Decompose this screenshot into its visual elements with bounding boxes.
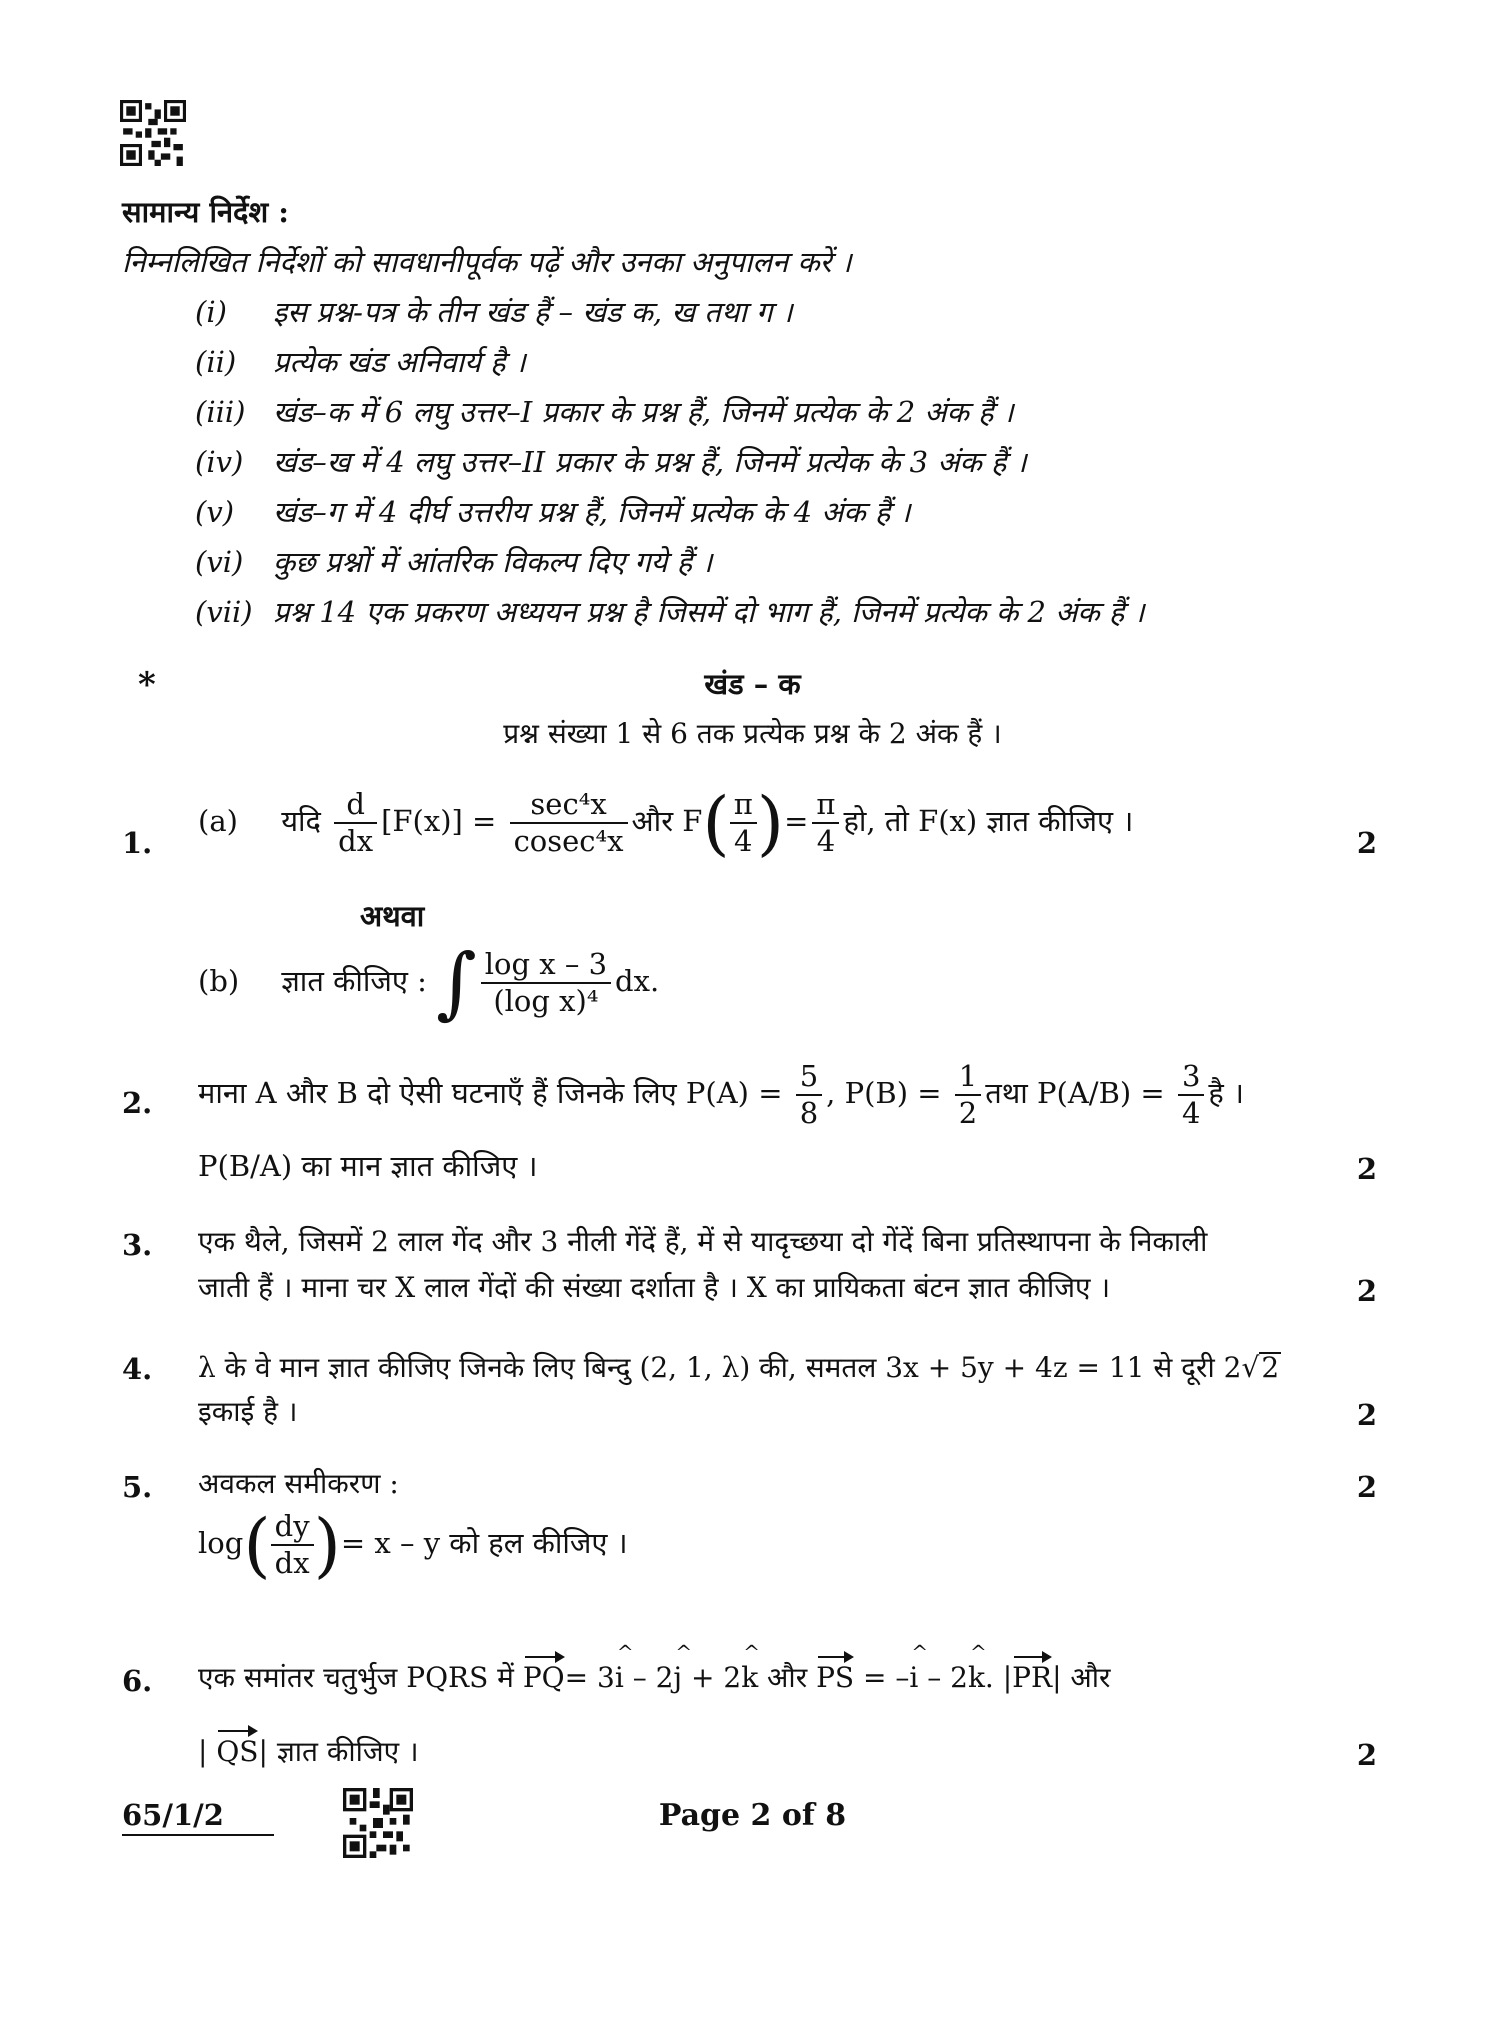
marks: 2	[1356, 826, 1377, 860]
instruction-item: (vii) प्रश्न 14 एक प्रकरण अध्ययन प्रश्न है जिसमें दो भाग हैं, जिनमें प्रत्येक के 2 अंक हैं ।	[195, 595, 1145, 629]
marks: 2	[1356, 1470, 1377, 1504]
general-instructions-title: सामान्य निर्देश :	[122, 195, 289, 229]
paper-code: 65/1/2	[122, 1798, 224, 1832]
question-2-line-1: माना A और B दो ऐसी घटनाएँ हैं जिनके लिए P(A) = $\frac{5}{8}$ , P(B) = $\frac{1}{2}$ तथा P(A/B) = $\frac{3}{4}$ है ।	[198, 1059, 1245, 1130]
marks: 2	[1356, 1738, 1377, 1772]
qr-code-top	[120, 100, 186, 166]
marks: 2	[1356, 1152, 1377, 1186]
star-mark: *	[138, 665, 156, 705]
instruction-item: (i) इस प्रश्न-पत्र के तीन खंड हैं – खंड क, ख तथा ग ।	[195, 295, 793, 329]
marks: 2	[1356, 1274, 1377, 1308]
question-1a: (a) यदि $\frac{d}{dx}$ [F(x)] = $\frac{\text{sec⁴x}}{\text{cosec⁴x}}$ और F( $\frac{\pi}{4}$ )= $\frac{\pi}{4}$ हो, तो F(x) ज्ञात कीजिए ।	[198, 782, 1134, 864]
question-3-line-1: एक थैले, जिसमें 2 लाल गेंद और 3 नीली गेंदें हैं, में से यादृच्छया दो गेंदें बिना प्रतिस्थापना के निकाली	[198, 1225, 1208, 1258]
instructions-intro: निम्नलिखित निर्देशों को सावधानीपूर्वक पढ़ें और उनका अनुपालन करें ।	[122, 245, 852, 279]
section-title: खंड – क	[704, 667, 801, 701]
question-5-line-1: अवकल समीकरण :	[198, 1467, 399, 1500]
instruction-item: (v) खंड–ग में 4 दीर्घ उत्तरीय प्रश्न हैं, जिनमें प्रत्येक के 4 अंक हैं ।	[195, 495, 911, 529]
or-label: अथवा	[360, 899, 425, 933]
question-6-line-1: एक समांतर चतुर्भुज PQRS में PQ= 3^ i – 2^ j + 2^ k और PS = –^ i – 2^ k. |PR| और	[198, 1664, 1111, 1692]
footer-divider	[122, 1834, 274, 1836]
instruction-item: (iii) खंड–क में 6 लघु उत्तर–I प्रकार के प्रश्न हैं, जिनमें प्रत्येक के 2 अंक हैं ।	[195, 395, 1014, 429]
question-number: 4.	[122, 1352, 153, 1386]
question-4-line-1: λ के वे मान ज्ञात कीजिए जिनके लिए बिन्दु (2, 1, λ) की, समतल 3x + 5y + 4z = 11 से दूरी 2√2	[198, 1351, 1280, 1384]
instruction-item: (vi) कुछ प्रश्नों में आंतरिक विकल्प दिए गये हैं ।	[195, 545, 713, 579]
question-number: 1.	[122, 826, 153, 860]
question-6-line-2: | QS| ज्ञात कीजिए ।	[198, 1735, 419, 1768]
question-5-equation: log( $\frac{dy}{dx}$ )= x – y को हल कीजिए ।	[198, 1504, 628, 1586]
instruction-item: (ii) प्रत्येक खंड अनिवार्य है ।	[195, 345, 526, 379]
question-4-line-2: इकाई है ।	[198, 1395, 298, 1428]
question-3-line-2: जाती हैं । माना चर X लाल गेंदों की संख्या दर्शाता है । X का प्रायिकता बंटन ज्ञात कीजिए ।	[198, 1271, 1111, 1304]
section-subtitle: प्रश्न संख्या 1 से 6 तक प्रत्येक प्रश्न के 2 अंक हैं ।	[503, 717, 1002, 750]
question-2-line-2: P(B/A) का मान ज्ञात कीजिए ।	[198, 1149, 538, 1183]
question-number: 3.	[122, 1228, 153, 1262]
page-number: Page 2 of 8	[658, 1798, 847, 1833]
question-number: 5.	[122, 1470, 153, 1504]
marks: 2	[1356, 1398, 1377, 1432]
question-number: 2.	[122, 1086, 153, 1120]
question-number: 6.	[122, 1664, 153, 1698]
instruction-item: (iv) खंड–ख में 4 लघु उत्तर–II प्रकार के प्रश्न हैं, जिनमें प्रत्येक के 3 अंक हैं ।	[195, 445, 1027, 479]
question-1b: (b) ज्ञात कीजिए : ∫ $\frac{\text{log x – 3}}{\text{(log x)⁴}}$ dx.	[198, 937, 660, 1028]
